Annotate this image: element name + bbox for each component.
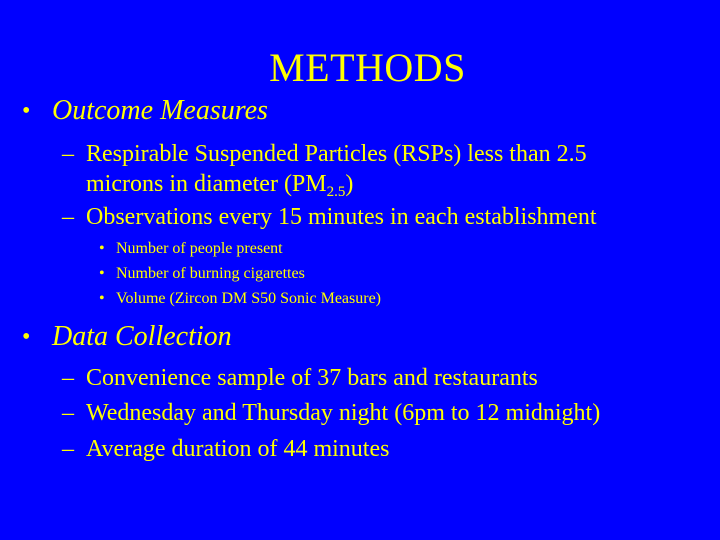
sub-list-item-text: Number of people present	[116, 240, 283, 257]
dash-icon: –	[62, 141, 74, 167]
list-item	[62, 434, 390, 464]
list-item-text: Respirable Suspended Particles (RSPs) less than 2.5	[86, 141, 587, 167]
bullet-icon: •	[99, 265, 105, 282]
bullet-icon: •	[99, 290, 105, 307]
section-heading-data-collection	[22, 321, 232, 353]
list-item-text: microns in diameter (PM	[86, 171, 327, 197]
sub-list-item-text: Volume (Zircon DM S50 Sonic Measure)	[116, 290, 381, 307]
slide-title: METHODS	[269, 45, 466, 90]
list-item-text: Average duration of 44 minutes	[86, 436, 390, 462]
sub-list-item	[99, 289, 381, 309]
list-item-text: Observations every 15 minutes in each establishment	[86, 204, 597, 230]
list-item-continuation	[86, 169, 353, 199]
bullet-icon: •	[22, 98, 31, 124]
list-item	[62, 139, 587, 169]
list-item-text: Wednesday and Thursday night (6pm to 12 midnight)	[86, 400, 601, 426]
bullet-icon: •	[99, 240, 105, 257]
list-item	[62, 398, 601, 428]
sub-list-item	[99, 264, 305, 284]
section-heading-label: Data Collection	[52, 321, 232, 352]
sub-list-item	[99, 239, 283, 259]
bullet-icon: •	[22, 324, 31, 350]
list-item-text: Convenience sample of 37 bars and restaurants	[86, 365, 538, 391]
list-item-text: )	[345, 171, 354, 197]
dash-icon: –	[62, 400, 74, 426]
list-item	[62, 363, 538, 393]
dash-icon: –	[62, 365, 74, 391]
sub-list-item-text: Number of burning cigarettes	[116, 265, 305, 282]
subscript-text: 2.5	[326, 184, 346, 200]
section-heading-outcome-measures	[22, 95, 268, 127]
dash-icon: –	[62, 436, 74, 462]
section-heading-label: Outcome Measures	[52, 95, 268, 126]
dash-icon: –	[62, 204, 74, 230]
list-item	[62, 202, 597, 232]
